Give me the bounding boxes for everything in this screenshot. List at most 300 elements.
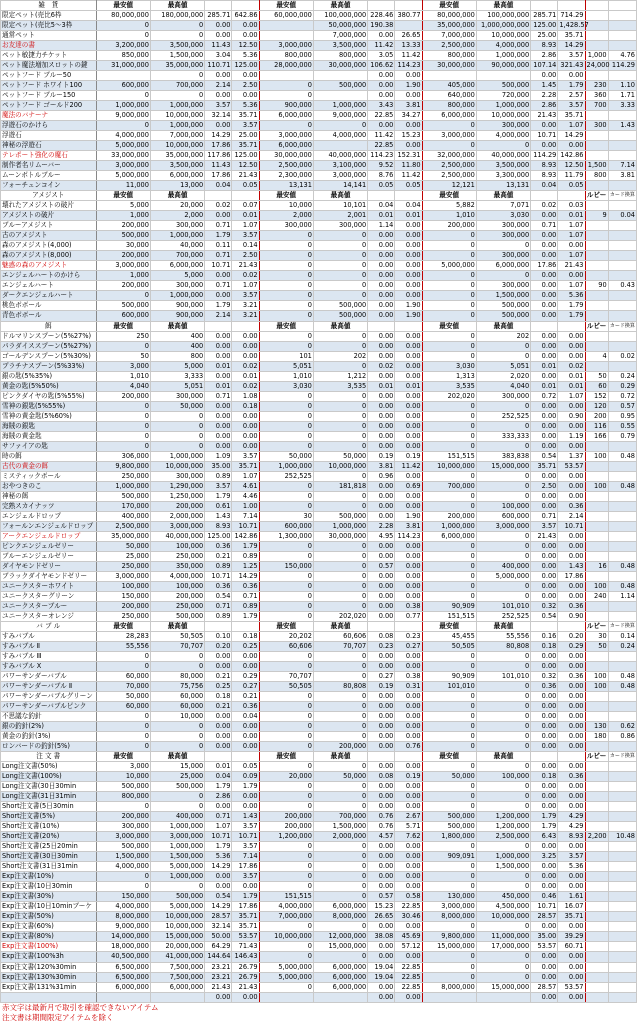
value-cell: 6,500,000 bbox=[96, 962, 150, 972]
item-name: 森のアメジスト(8,000) bbox=[1, 251, 97, 261]
value-cell: 151,515 bbox=[422, 611, 476, 621]
value-cell: 202 bbox=[476, 331, 530, 341]
value-cell: 0.08 bbox=[368, 772, 395, 782]
value-cell: 0.00 bbox=[558, 842, 585, 852]
value-cell: 230 bbox=[585, 81, 608, 91]
value-cell: 1.00 bbox=[232, 501, 259, 511]
value-cell: 70,000 bbox=[96, 682, 150, 692]
item-row bbox=[1, 231, 637, 241]
value-cell: 2,500,000 bbox=[259, 161, 313, 171]
item-name: アークエンジェルドロップ bbox=[1, 531, 97, 541]
value-cell: 1.07 bbox=[558, 221, 585, 231]
value-cell: 25.00 bbox=[531, 31, 558, 41]
value-cell: 3,500,000 bbox=[313, 41, 367, 51]
value-cell: 0.00 bbox=[368, 722, 395, 732]
item-row bbox=[1, 91, 637, 101]
value-cell: 6.43 bbox=[531, 832, 558, 842]
item-name: Exp注文書(10日10minブーケ bbox=[1, 902, 97, 912]
value-cell: 0.00 bbox=[531, 501, 558, 511]
value-cell: 10,000,000 bbox=[259, 932, 313, 942]
value-cell: 152 bbox=[585, 391, 608, 401]
value-cell: 0.71 bbox=[205, 391, 232, 401]
value-cell: 0 bbox=[313, 271, 367, 281]
value-cell: 0.02 bbox=[558, 361, 585, 371]
item-name: 古のアメジスト bbox=[1, 231, 97, 241]
value-cell: 0.00 bbox=[395, 882, 422, 892]
value-cell: 0.27 bbox=[368, 672, 395, 682]
value-cell: 1,000,000 bbox=[476, 101, 530, 111]
value-cell: 0.00 bbox=[232, 421, 259, 431]
blank-cell bbox=[531, 191, 558, 201]
value-cell: 60,606 bbox=[259, 642, 313, 652]
value-cell: 0.36 bbox=[558, 501, 585, 511]
value-cell: 500,000 bbox=[476, 311, 530, 321]
value-cell: 5,882 bbox=[422, 201, 476, 211]
value-cell: 0.43 bbox=[608, 281, 636, 291]
value-cell: 3.57 bbox=[232, 451, 259, 461]
value-cell: 252,525 bbox=[259, 471, 313, 481]
item-name: すみバブル Ⅱ bbox=[1, 642, 97, 652]
value-cell: 181,818 bbox=[313, 481, 367, 491]
value-cell: 0 bbox=[150, 662, 204, 672]
value-cell: 0.00 bbox=[368, 581, 395, 591]
item-row bbox=[1, 792, 637, 802]
value-cell bbox=[608, 31, 636, 41]
column-low-header: 最安値 bbox=[96, 1, 150, 11]
value-cell: 7,500,000 bbox=[150, 972, 204, 982]
item-row bbox=[1, 812, 637, 822]
value-cell: 1.43 bbox=[232, 812, 259, 822]
value-cell bbox=[585, 501, 608, 511]
value-cell: 0.00 bbox=[205, 992, 232, 1002]
value-cell bbox=[585, 541, 608, 551]
value-cell: 240 bbox=[585, 591, 608, 601]
item-name: 限定ペット(売比6枠 bbox=[1, 11, 97, 21]
value-cell: 35.71 bbox=[232, 141, 259, 151]
value-cell: 0.04 bbox=[531, 181, 558, 191]
value-cell: 50,505 bbox=[422, 642, 476, 652]
item-name: Short注文書(20%) bbox=[1, 832, 97, 842]
column-low-header: 最安値 bbox=[422, 752, 476, 762]
value-cell: 0 bbox=[313, 421, 367, 431]
item-row bbox=[1, 892, 637, 902]
value-cell: 142.86 bbox=[558, 151, 585, 161]
value-cell: 0.77 bbox=[395, 611, 422, 621]
value-cell: 4,500,000 bbox=[476, 902, 530, 912]
value-cell: 0.79 bbox=[608, 431, 636, 441]
value-cell: 0.00 bbox=[395, 411, 422, 421]
value-cell bbox=[585, 111, 608, 121]
value-cell: 0.00 bbox=[368, 231, 395, 241]
value-cell: 3.33 bbox=[608, 101, 636, 111]
value-cell: 0.00 bbox=[558, 271, 585, 281]
value-cell: 40,500,000 bbox=[96, 952, 150, 962]
value-cell: 0 bbox=[96, 872, 150, 882]
value-cell: 21.43 bbox=[232, 982, 259, 992]
value-cell: 0.00 bbox=[531, 71, 558, 81]
value-cell: 0 bbox=[422, 762, 476, 772]
value-cell: 700,000 bbox=[150, 251, 204, 261]
value-cell: 0 bbox=[422, 561, 476, 571]
item-row bbox=[1, 101, 637, 111]
value-cell: 2.57 bbox=[558, 91, 585, 101]
item-row bbox=[1, 341, 637, 351]
value-cell: 0.00 bbox=[395, 652, 422, 662]
value-cell: 3,535 bbox=[422, 381, 476, 391]
value-cell: 90 bbox=[585, 281, 608, 291]
blank-cell bbox=[395, 1, 422, 11]
value-cell bbox=[585, 772, 608, 782]
value-cell: 23.21 bbox=[205, 962, 232, 972]
value-cell: 28,000,000 bbox=[259, 61, 313, 71]
item-row bbox=[1, 872, 637, 882]
item-name: エンジェルハートのかけら bbox=[1, 271, 97, 281]
value-cell: 1.79 bbox=[232, 892, 259, 902]
value-cell: 0 bbox=[422, 351, 476, 361]
value-cell: 0.00 bbox=[395, 341, 422, 351]
value-cell: 200,000 bbox=[422, 511, 476, 521]
value-cell: 0.00 bbox=[531, 301, 558, 311]
item-name: ゴールデンスプーン(5%30%) bbox=[1, 351, 97, 361]
value-cell: 0.76 bbox=[395, 742, 422, 752]
value-cell: 0 bbox=[476, 732, 530, 742]
value-cell: 0.01 bbox=[232, 211, 259, 221]
value-cell: 5,000,000 bbox=[476, 571, 530, 581]
value-cell: 0 bbox=[259, 591, 313, 601]
value-cell bbox=[585, 231, 608, 241]
item-row bbox=[1, 11, 637, 21]
value-cell: 60,000 bbox=[150, 702, 204, 712]
value-cell: 0.46 bbox=[531, 892, 558, 902]
value-cell: 0 bbox=[422, 301, 476, 311]
value-cell: 200,000 bbox=[313, 742, 367, 752]
value-cell: 1,250,000 bbox=[150, 491, 204, 501]
value-cell: 0.00 bbox=[395, 762, 422, 772]
value-cell bbox=[585, 872, 608, 882]
value-cell: 0 bbox=[476, 782, 530, 792]
value-cell: 0.00 bbox=[558, 541, 585, 551]
value-cell bbox=[608, 772, 636, 782]
value-cell bbox=[608, 902, 636, 912]
item-row bbox=[1, 51, 637, 61]
value-cell: 10,000,000 bbox=[150, 461, 204, 471]
value-cell: 0 bbox=[96, 431, 150, 441]
value-cell: 106.62 bbox=[368, 61, 395, 71]
value-cell: 3.57 bbox=[232, 291, 259, 301]
value-cell: 500,000 bbox=[150, 782, 204, 792]
item-row bbox=[1, 662, 637, 672]
value-cell: 0.00 bbox=[395, 581, 422, 591]
value-cell: 8,000,000 bbox=[422, 982, 476, 992]
value-cell: 5,000 bbox=[150, 271, 204, 281]
value-cell: 35.71 bbox=[558, 111, 585, 121]
value-cell: 0.00 bbox=[395, 561, 422, 571]
value-cell: 0 bbox=[259, 722, 313, 732]
value-cell: 0.02 bbox=[232, 381, 259, 391]
value-cell: 0.36 bbox=[558, 772, 585, 782]
value-cell: 5,000,000 bbox=[150, 902, 204, 912]
value-cell: 0 bbox=[313, 431, 367, 441]
value-cell: 6,000,000 bbox=[96, 982, 150, 992]
value-cell: 200,000 bbox=[96, 221, 150, 231]
value-cell: 0 bbox=[422, 121, 476, 131]
value-cell: 41,000,000 bbox=[150, 952, 204, 962]
value-cell bbox=[585, 531, 608, 541]
value-cell: 0 bbox=[259, 311, 313, 321]
value-cell: 50,000,000 bbox=[313, 21, 367, 31]
value-cell: 50,000 bbox=[96, 692, 150, 702]
value-cell: 300,000 bbox=[259, 221, 313, 231]
item-row bbox=[1, 561, 637, 571]
value-cell: 714.29 bbox=[558, 11, 585, 21]
item-row bbox=[1, 551, 637, 561]
value-cell: 152.31 bbox=[395, 151, 422, 161]
value-cell: 0.00 bbox=[232, 411, 259, 421]
value-cell: 90,000,000 bbox=[476, 61, 530, 71]
value-cell: 4.61 bbox=[232, 481, 259, 491]
blank-cell bbox=[558, 1, 585, 11]
value-cell: 1.07 bbox=[232, 221, 259, 231]
value-cell: 0.27 bbox=[232, 682, 259, 692]
value-cell: 0.00 bbox=[232, 431, 259, 441]
value-cell bbox=[476, 71, 530, 81]
value-cell: 1.37 bbox=[558, 451, 585, 461]
value-cell: 2.14 bbox=[205, 81, 232, 91]
item-row bbox=[1, 41, 637, 51]
item-name: ユニークスターオレンジ bbox=[1, 611, 97, 621]
value-cell: 35.71 bbox=[232, 461, 259, 471]
value-cell: 1.90 bbox=[395, 511, 422, 521]
value-cell: 0.00 bbox=[395, 491, 422, 501]
value-cell: 3,000 bbox=[96, 762, 150, 772]
value-cell: 0.57 bbox=[608, 401, 636, 411]
value-cell: 15,000 bbox=[150, 762, 204, 772]
value-cell: 70,707 bbox=[313, 642, 367, 652]
value-cell: 1,000,000 bbox=[150, 231, 204, 241]
value-cell: 0.04 bbox=[205, 181, 232, 191]
value-cell: 0.29 bbox=[608, 381, 636, 391]
column-card-header: カード換算 bbox=[608, 621, 636, 631]
value-cell: 0 bbox=[313, 892, 367, 902]
value-cell: 1,000,000 bbox=[422, 521, 476, 531]
item-row bbox=[1, 682, 637, 692]
value-cell: 0 bbox=[96, 742, 150, 752]
value-cell: 0.00 bbox=[205, 441, 232, 451]
value-cell bbox=[585, 291, 608, 301]
value-cell: 22.85 bbox=[395, 972, 422, 982]
item-row bbox=[1, 732, 637, 742]
item-name: ロンバードの釣針(5%) bbox=[1, 742, 97, 752]
value-cell: 0 bbox=[150, 792, 204, 802]
value-cell: 0 bbox=[259, 692, 313, 702]
value-cell: 0.05 bbox=[368, 181, 395, 191]
item-row bbox=[1, 221, 637, 231]
value-cell bbox=[313, 141, 367, 151]
item-name: 黄金の匙(5%50%) bbox=[1, 381, 97, 391]
value-cell: 1,313 bbox=[422, 371, 476, 381]
value-cell: 0.00 bbox=[368, 271, 395, 281]
blank-cell bbox=[205, 191, 232, 201]
item-name: 制作者名リムーバー bbox=[1, 161, 97, 171]
value-cell: 0 bbox=[476, 341, 530, 351]
value-cell: 4,040 bbox=[96, 381, 150, 391]
value-cell: 100,000 bbox=[476, 772, 530, 782]
value-cell bbox=[608, 712, 636, 722]
value-cell bbox=[608, 812, 636, 822]
value-cell: 0.00 bbox=[531, 341, 558, 351]
item-name: エンジェルハート bbox=[1, 281, 97, 291]
value-cell: 11.42 bbox=[395, 461, 422, 471]
value-cell: 101,010 bbox=[476, 672, 530, 682]
value-cell: 5,000,000 bbox=[259, 962, 313, 972]
value-cell bbox=[608, 341, 636, 351]
value-cell: 0.25 bbox=[205, 682, 232, 692]
value-cell bbox=[608, 982, 636, 992]
value-cell bbox=[608, 872, 636, 882]
value-cell: 0.00 bbox=[368, 842, 395, 852]
value-cell: 5.36 bbox=[205, 852, 232, 862]
value-cell: 17,000,000 bbox=[476, 942, 530, 952]
value-cell: 0 bbox=[422, 862, 476, 872]
value-cell: 3,000,000 bbox=[259, 41, 313, 51]
value-cell: 0 bbox=[259, 782, 313, 792]
value-cell: 0 bbox=[476, 882, 530, 892]
column-high-header: 最高値 bbox=[150, 321, 204, 331]
value-cell: 0 bbox=[259, 852, 313, 862]
value-cell: 125.00 bbox=[531, 21, 558, 31]
value-cell: 100,000,000 bbox=[313, 11, 367, 21]
value-cell: 0.00 bbox=[368, 341, 395, 351]
value-cell: 40,000,000 bbox=[150, 531, 204, 541]
value-cell bbox=[608, 361, 636, 371]
value-cell: 0.05 bbox=[558, 181, 585, 191]
value-cell: 0.00 bbox=[368, 121, 395, 131]
value-cell: 0.00 bbox=[558, 241, 585, 251]
value-cell: 0 bbox=[476, 541, 530, 551]
blank-cell bbox=[558, 321, 585, 331]
value-cell bbox=[608, 331, 636, 341]
value-cell: 800 bbox=[585, 171, 608, 181]
value-cell: 1.79 bbox=[205, 301, 232, 311]
column-high-header: 最高値 bbox=[150, 191, 204, 201]
value-cell: 32.14 bbox=[205, 922, 232, 932]
value-cell: 3,000 bbox=[96, 361, 150, 371]
value-cell: 3,000,000 bbox=[96, 161, 150, 171]
item-name: Exp注文書(131%31min bbox=[1, 982, 97, 992]
value-cell bbox=[608, 942, 636, 952]
value-cell: 0.00 bbox=[558, 702, 585, 712]
blank-cell bbox=[205, 1, 232, 11]
value-cell: 0.48 bbox=[608, 581, 636, 591]
value-cell: 151,515 bbox=[422, 451, 476, 461]
value-cell bbox=[608, 461, 636, 471]
value-cell: 0.01 bbox=[205, 361, 232, 371]
value-cell: 0.00 bbox=[205, 71, 232, 81]
value-cell: 202,020 bbox=[422, 391, 476, 401]
value-cell bbox=[608, 922, 636, 932]
value-cell: 0.00 bbox=[205, 211, 232, 221]
value-cell bbox=[585, 251, 608, 261]
value-cell: 0.00 bbox=[205, 712, 232, 722]
value-cell: 17.86 bbox=[232, 902, 259, 912]
value-cell: 16 bbox=[585, 561, 608, 571]
value-cell: 5,000,000 bbox=[150, 862, 204, 872]
value-cell: 0.05 bbox=[232, 762, 259, 772]
value-cell: 0 bbox=[96, 341, 150, 351]
value-cell: 0.02 bbox=[531, 201, 558, 211]
value-cell: 0.01 bbox=[531, 361, 558, 371]
value-cell: 0 bbox=[422, 802, 476, 812]
value-cell: 0 bbox=[422, 331, 476, 341]
value-cell: 12.50 bbox=[232, 41, 259, 51]
value-cell: 142.86 bbox=[232, 531, 259, 541]
value-cell: 0.05 bbox=[395, 181, 422, 191]
value-cell: 4,000,000 bbox=[150, 571, 204, 581]
value-cell: 0.00 bbox=[395, 852, 422, 862]
value-cell bbox=[150, 992, 204, 1002]
value-cell bbox=[608, 551, 636, 561]
value-cell: 1,290,000 bbox=[150, 481, 204, 491]
value-cell: 0 bbox=[476, 842, 530, 852]
value-cell: 300,000 bbox=[150, 281, 204, 291]
value-cell: 0.00 bbox=[368, 742, 395, 752]
item-row bbox=[1, 511, 637, 521]
item-name: 壊れたアメジストの破片 bbox=[1, 201, 97, 211]
value-cell: 0 bbox=[476, 491, 530, 501]
value-cell: 21.43 bbox=[531, 531, 558, 541]
value-cell: 1.71 bbox=[608, 91, 636, 101]
value-cell bbox=[608, 601, 636, 611]
value-cell: 10,000,000 bbox=[476, 31, 530, 41]
value-cell bbox=[96, 71, 150, 81]
value-cell: 7,000,000 bbox=[313, 31, 367, 41]
item-row bbox=[1, 772, 637, 782]
value-cell: 114.23 bbox=[395, 531, 422, 541]
value-cell bbox=[608, 311, 636, 321]
value-cell: 110.71 bbox=[205, 61, 232, 71]
value-cell: 0.00 bbox=[205, 732, 232, 742]
value-cell bbox=[608, 251, 636, 261]
value-cell: 50,000 bbox=[422, 772, 476, 782]
value-cell bbox=[585, 932, 608, 942]
value-cell: 0 bbox=[96, 441, 150, 451]
value-cell: 150,000 bbox=[259, 561, 313, 571]
value-cell: 400 bbox=[150, 331, 204, 341]
value-cell: 28.57 bbox=[205, 912, 232, 922]
value-cell: 0 bbox=[422, 882, 476, 892]
value-cell: 0 bbox=[313, 712, 367, 722]
value-cell: 5,000,000 bbox=[96, 141, 150, 151]
value-cell: 2.14 bbox=[558, 511, 585, 521]
value-cell: 1.79 bbox=[232, 782, 259, 792]
value-cell: 250,000 bbox=[96, 471, 150, 481]
value-cell: 5.36 bbox=[558, 862, 585, 872]
value-cell bbox=[585, 852, 608, 862]
value-cell: 1,000 bbox=[585, 51, 608, 61]
value-cell: 0.36 bbox=[558, 672, 585, 682]
value-cell: 10,000,000 bbox=[150, 922, 204, 932]
item-name: 魔法のバナーナ bbox=[1, 111, 97, 121]
value-cell: 0 bbox=[476, 441, 530, 451]
value-cell bbox=[608, 11, 636, 21]
value-cell: 11.43 bbox=[205, 41, 232, 51]
value-cell: 300,000 bbox=[476, 231, 530, 241]
value-cell: 0.00 bbox=[395, 782, 422, 792]
item-name: ピンクダイヤの匙(5%55%) bbox=[1, 391, 97, 401]
item-name: フォールンエンジェルドロップ bbox=[1, 521, 97, 531]
value-cell: 0.19 bbox=[395, 451, 422, 461]
value-cell: 1,800,000 bbox=[422, 832, 476, 842]
